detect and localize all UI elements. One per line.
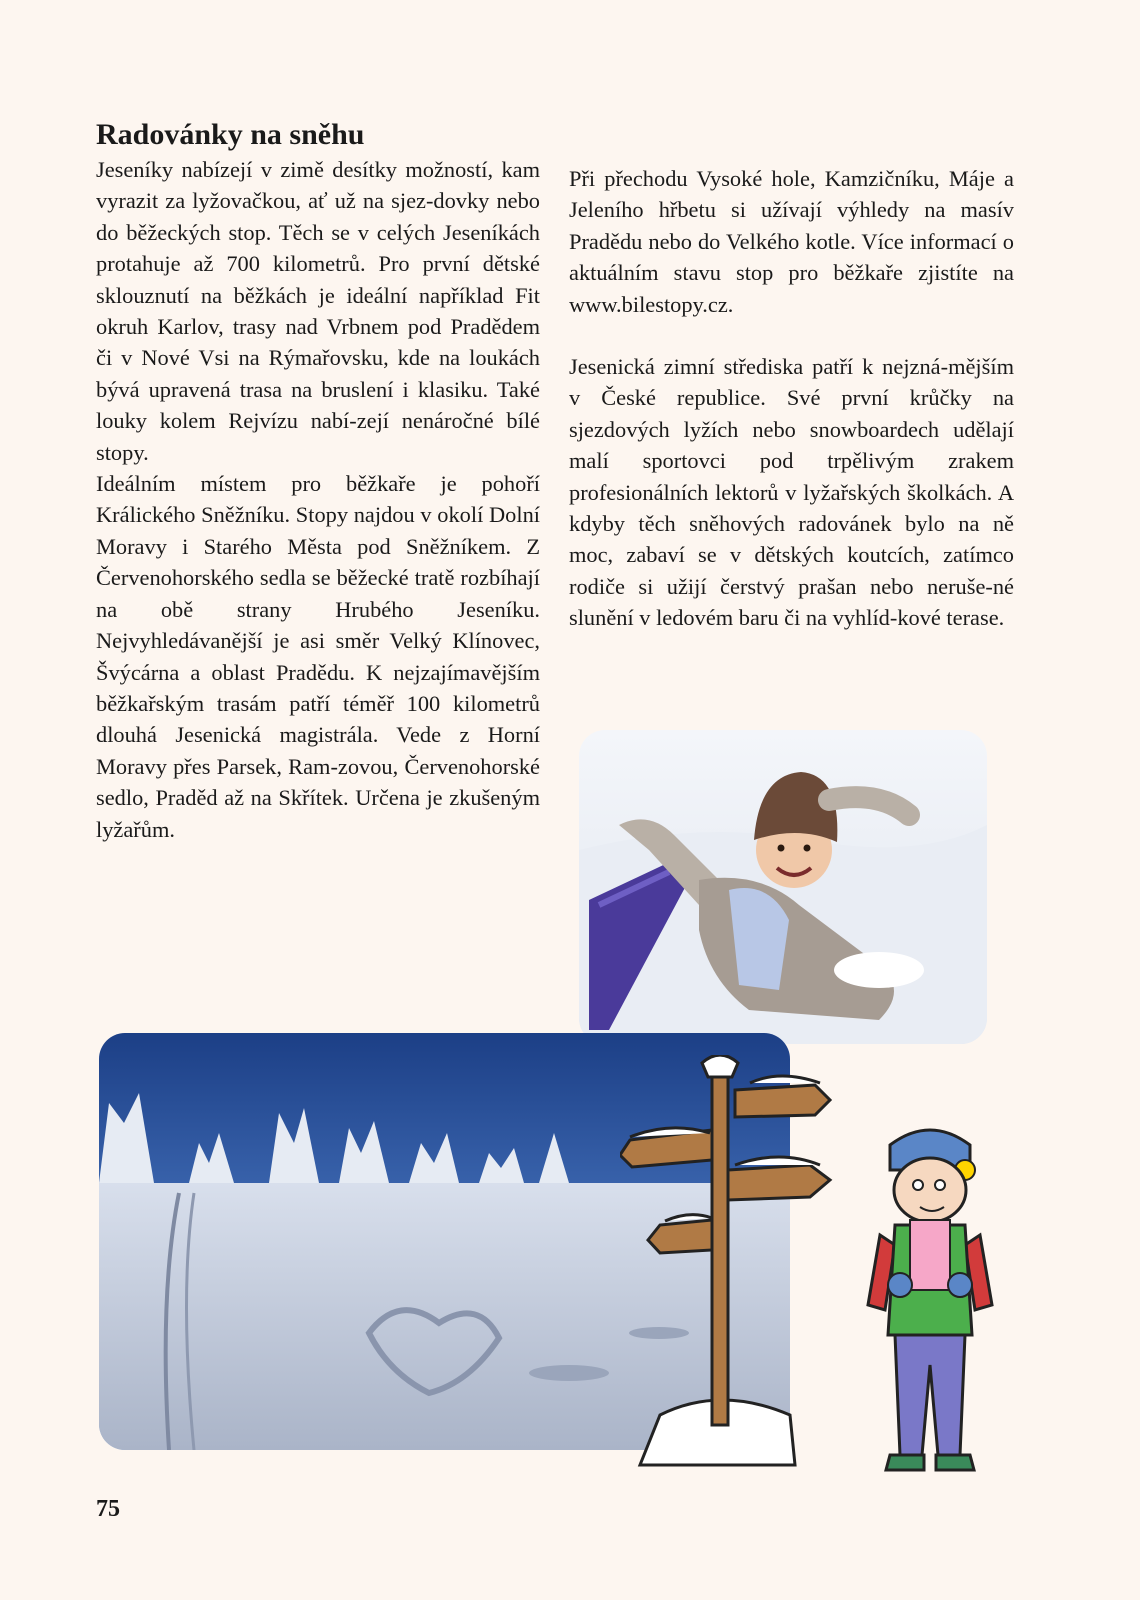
page-title: Radovánky na sněhu	[96, 118, 365, 151]
left-paragraph-1: Jeseníky nabízejí v zimě desítky možností, kam vyrazit za lyžovačkou, ať už na sjez-dovky nebo do běžeckých stop. Těch se v celých Jeseníkách protahuje až 700 kilometrů. Pro první dětské sklouznutí na běžkách je ideální například Fit okruh Karlov, trasy nad Vrbnem pod Pradědem či v Nové Vsi na Rýmařovsku, kde na loukách bývá upravená trasa na bruslení i klasiku. Také louky kolem Rejvízu nabí-zejí nenáročné bílé stopy.	[96, 157, 540, 465]
girl-in-snow-photo	[579, 730, 987, 1044]
left-text-column	[96, 154, 540, 845]
signpost-illustration	[620, 1055, 860, 1475]
right-text-column	[569, 163, 1014, 634]
page-number: 75	[96, 1496, 120, 1522]
left-paragraph-2: Ideálním místem pro běžkaře je pohoří Králického Sněžníku. Stopy najdou v okolí Dolní Moravy i Starého Města pod Sněžníkem. Z Červenohorského sedla se běžecké tratě rozbíhají na obě strany Hrubého Jeseníku. Nejvyhledávanější je asi směr Velký Klínovec, Švýcárna a oblast Pradědu. K nejzajímavějším běžkařským trasám patří téměř 100 kilometrů dlouhá Jesenická magistrála. Vede z Horní Moravy přes Parsek, Ram-zovou, Červenohorské sedlo, Praděd až na Skřítek. Určena je zkušeným lyžařům.	[96, 471, 540, 842]
right-paragraph-2: Jesenická zimní střediska patří k nejzná-mějším v České republice. Své první krůčky na sjezdových lyžích nebo snowboardech udělají malí sportovci pod trpělivým zrakem profesionálních lektorů v lyžařských školkách. A kdyby těch sněhových radovánek bylo na ně moc, zabaví se v dětských koutcích, zatímco rodiče si užijí čerstvý prašan nebo neruše-né slunění v ledovém baru či na vyhlíd-kové terase.	[569, 354, 1014, 631]
right-paragraph-1: Při přechodu Vysoké hole, Kamzičníku, Máje a Jeleního hřbetu si užívají výhledy na masív Pradědu nebo do Velkého kotle. Více informací o aktuálním stavu stop pro běžkaře zjistíte na www.bilestopy.cz.	[569, 166, 1014, 317]
cartoon-girl-illustration	[860, 1125, 1000, 1485]
